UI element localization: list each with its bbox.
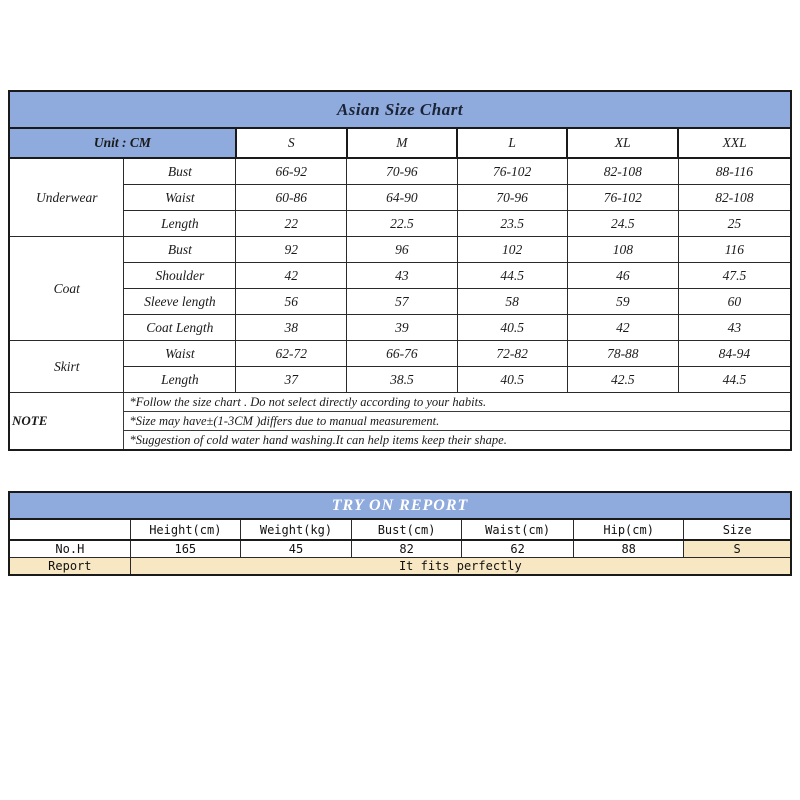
table-row xyxy=(9,367,791,393)
size-value: 43 xyxy=(347,263,457,289)
size-value: 22.5 xyxy=(347,211,457,237)
category-coat: Coat xyxy=(9,237,124,341)
size-header-xxl: XXL xyxy=(678,128,791,158)
size-value: 76-102 xyxy=(457,158,567,185)
table-row xyxy=(9,263,791,289)
size-value: 62-72 xyxy=(236,341,347,367)
measurement-label: Waist xyxy=(124,341,236,367)
size-value: 44.5 xyxy=(678,367,791,393)
size-value: 38.5 xyxy=(347,367,457,393)
size-value: 60 xyxy=(678,289,791,315)
column-header-bust: Bust(cm) xyxy=(351,519,461,540)
column-header-height: Height(cm) xyxy=(130,519,240,540)
try-on-report-table xyxy=(8,491,792,576)
table-row xyxy=(9,211,791,237)
size-value: 56 xyxy=(236,289,347,315)
size-value: 42.5 xyxy=(567,367,678,393)
table-row xyxy=(9,289,791,315)
size-value: 22 xyxy=(236,211,347,237)
report-comment: It fits perfectly xyxy=(130,558,791,576)
note-line: *Follow the size chart . Do not select directly according to your habits. xyxy=(124,393,791,412)
size-value: 43 xyxy=(678,315,791,341)
size-value: 66-76 xyxy=(347,341,457,367)
size-value: 96 xyxy=(347,237,457,263)
size-value: 88-116 xyxy=(678,158,791,185)
try-on-report-title: TRY ON REPORT xyxy=(9,492,791,519)
measurement-label: Coat Length xyxy=(124,315,236,341)
model-waist-value: 62 xyxy=(462,540,574,558)
table-row xyxy=(9,185,791,211)
measurement-label: Length xyxy=(124,367,236,393)
size-value: 57 xyxy=(347,289,457,315)
size-header-l: L xyxy=(457,128,567,158)
size-value: 58 xyxy=(457,289,567,315)
size-value: 37 xyxy=(236,367,347,393)
unit-label: Unit : CM xyxy=(9,128,236,158)
table-row xyxy=(9,158,791,185)
measurement-label: Bust xyxy=(124,158,236,185)
table-row xyxy=(9,431,791,451)
size-value: 76-102 xyxy=(567,185,678,211)
size-header-s: S xyxy=(236,128,347,158)
table-row xyxy=(9,341,791,367)
note-line: *Suggestion of cold water hand washing.It can help items keep their shape. xyxy=(124,431,791,451)
try-on-report-section xyxy=(8,491,792,576)
size-value: 46 xyxy=(567,263,678,289)
size-value: 92 xyxy=(236,237,347,263)
size-value: 44.5 xyxy=(457,263,567,289)
category-skirt: Skirt xyxy=(9,341,124,393)
size-value: 42 xyxy=(236,263,347,289)
size-value: 60-86 xyxy=(236,185,347,211)
size-value: 82-108 xyxy=(567,158,678,185)
size-value: 23.5 xyxy=(457,211,567,237)
note-line: *Size may have±(1-3CM )differs due to manual measurement. xyxy=(124,412,791,431)
size-value: 102 xyxy=(457,237,567,263)
model-size-value: S xyxy=(684,540,791,558)
size-value: 82-108 xyxy=(678,185,791,211)
size-chart-title: Asian Size Chart xyxy=(9,91,791,128)
column-header-hip: Hip(cm) xyxy=(574,519,684,540)
measurement-label: Waist xyxy=(124,185,236,211)
size-value: 38 xyxy=(236,315,347,341)
note-label: NOTE xyxy=(9,393,124,451)
category-underwear: Underwear xyxy=(9,158,124,237)
size-value: 84-94 xyxy=(678,341,791,367)
size-value: 25 xyxy=(678,211,791,237)
asian-size-chart-table xyxy=(8,90,792,451)
model-row-label: No.H xyxy=(9,540,130,558)
size-value: 40.5 xyxy=(457,367,567,393)
column-header-weight: Weight(kg) xyxy=(240,519,351,540)
model-hip-value: 88 xyxy=(574,540,684,558)
size-header-xl: XL xyxy=(567,128,678,158)
model-height-value: 165 xyxy=(130,540,240,558)
table-row xyxy=(9,519,791,540)
table-row xyxy=(9,558,791,576)
size-value: 24.5 xyxy=(567,211,678,237)
size-value: 72-82 xyxy=(457,341,567,367)
size-value: 70-96 xyxy=(347,158,457,185)
size-value: 70-96 xyxy=(457,185,567,211)
size-value: 108 xyxy=(567,237,678,263)
column-header-size: Size xyxy=(684,519,791,540)
size-value: 78-88 xyxy=(567,341,678,367)
model-weight-value: 45 xyxy=(240,540,351,558)
table-row xyxy=(9,315,791,341)
table-row xyxy=(9,393,791,412)
size-header-m: M xyxy=(347,128,457,158)
size-value: 40.5 xyxy=(457,315,567,341)
measurement-label: Bust xyxy=(124,237,236,263)
table-row xyxy=(9,412,791,431)
table-row xyxy=(9,237,791,263)
size-value: 39 xyxy=(347,315,457,341)
report-row-label: Report xyxy=(9,558,130,576)
measurement-label: Shoulder xyxy=(124,263,236,289)
size-value: 116 xyxy=(678,237,791,263)
empty-corner-cell xyxy=(9,519,130,540)
table-row xyxy=(9,540,791,558)
size-value: 59 xyxy=(567,289,678,315)
size-value: 42 xyxy=(567,315,678,341)
size-value: 64-90 xyxy=(347,185,457,211)
model-bust-value: 82 xyxy=(351,540,461,558)
measurement-label: Sleeve length xyxy=(124,289,236,315)
size-value: 66-92 xyxy=(236,158,347,185)
measurement-label: Length xyxy=(124,211,236,237)
size-value: 47.5 xyxy=(678,263,791,289)
column-header-waist: Waist(cm) xyxy=(462,519,574,540)
